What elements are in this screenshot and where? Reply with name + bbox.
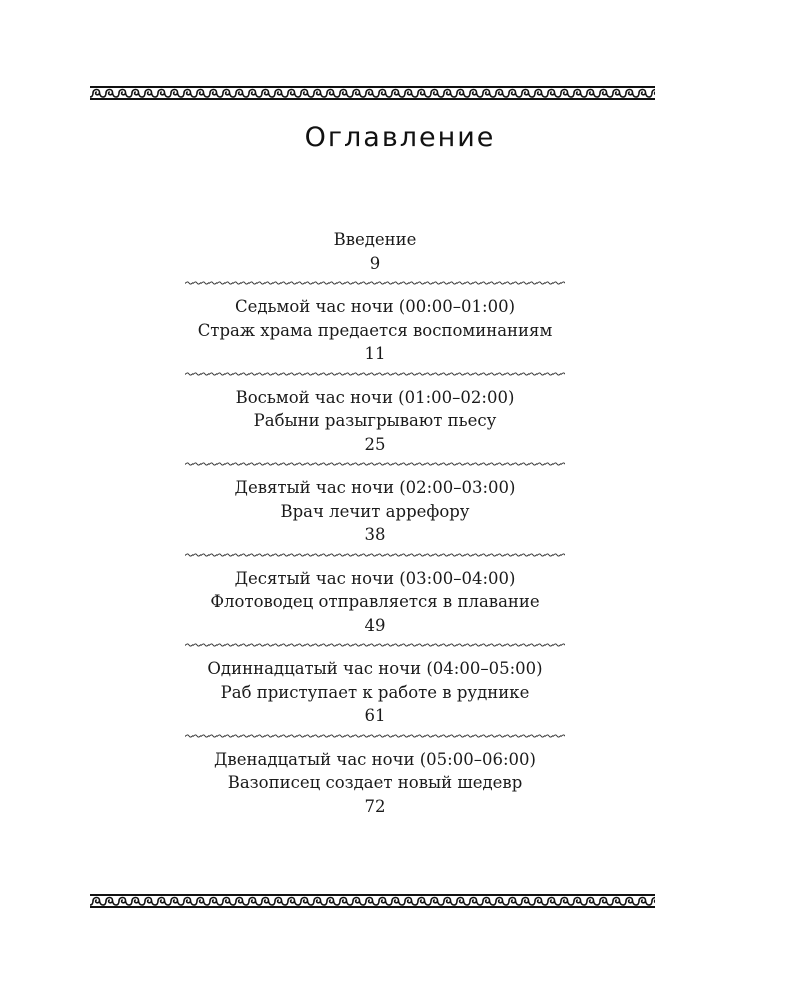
toc-entry-hour: Девятый час ночи (02:00–03:00) xyxy=(234,478,516,497)
toc-entry-chapter-11[interactable] xyxy=(0,657,750,728)
top-wave-border xyxy=(90,86,655,100)
bottom-wave-border xyxy=(90,894,655,908)
greek-wave-border-icon xyxy=(90,894,655,908)
toc-entry-chapter-12[interactable] xyxy=(0,748,750,819)
toc-entry-page: 61 xyxy=(364,706,386,725)
toc-entry-page: 9 xyxy=(369,253,381,273)
greek-wave-border-icon xyxy=(90,86,655,100)
tilde-wave-separator-icon xyxy=(185,459,565,469)
toc-entry-hour: Одиннадцатый час ночи (04:00–05:00) xyxy=(207,659,543,678)
toc-entry-page: 25 xyxy=(364,434,386,454)
toc-entry-page: 11 xyxy=(364,344,386,363)
toc-entry-chapter-8[interactable] xyxy=(0,386,750,457)
toc-entry-page: 49 xyxy=(364,615,386,635)
separator xyxy=(185,550,565,560)
separator xyxy=(185,731,565,741)
toc-entry-hour: Восьмой час ночи (01:00–02:00) xyxy=(235,387,515,407)
tilde-wave-separator-icon xyxy=(185,731,565,741)
toc-entry-intro[interactable] xyxy=(0,228,750,275)
toc-entry-subtitle: Вазописец создает новый шедевр xyxy=(227,773,523,792)
toc-entry-title: Введение xyxy=(333,230,417,249)
separator xyxy=(185,369,565,379)
toc-entry-chapter-10[interactable] xyxy=(0,567,750,638)
toc-entry-page: 72 xyxy=(364,796,386,816)
toc-entry-hour: Двенадцатый час ночи (05:00–06:00) xyxy=(214,749,536,769)
separator xyxy=(185,459,565,469)
tilde-wave-separator-icon xyxy=(185,640,565,650)
toc-entry-subtitle: Страж храма предается воспоминаниям xyxy=(197,320,553,340)
page-title: Оглавление xyxy=(304,122,496,153)
toc-entry-chapter-9[interactable] xyxy=(0,476,750,547)
table-of-contents xyxy=(0,228,750,818)
tilde-wave-separator-icon xyxy=(185,369,565,379)
toc-entry-hour: Седьмой час ночи (00:00–01:00) xyxy=(234,297,516,316)
toc-entry-subtitle: Врач лечит аррефору xyxy=(280,501,470,521)
toc-entry-hour: Десятый час ночи (03:00–04:00) xyxy=(234,568,516,588)
toc-entry-page: 38 xyxy=(364,525,386,544)
separator xyxy=(185,278,565,288)
tilde-wave-separator-icon xyxy=(185,278,565,288)
toc-entry-chapter-7[interactable] xyxy=(0,295,750,366)
toc-entry-subtitle: Рабыни разыгрывают пьесу xyxy=(253,411,497,430)
toc-entry-subtitle: Флотоводец отправляется в плавание xyxy=(210,592,540,611)
toc-entry-subtitle: Раб приступает к работе в руднике xyxy=(220,682,530,702)
tilde-wave-separator-icon xyxy=(185,550,565,560)
separator xyxy=(185,640,565,650)
